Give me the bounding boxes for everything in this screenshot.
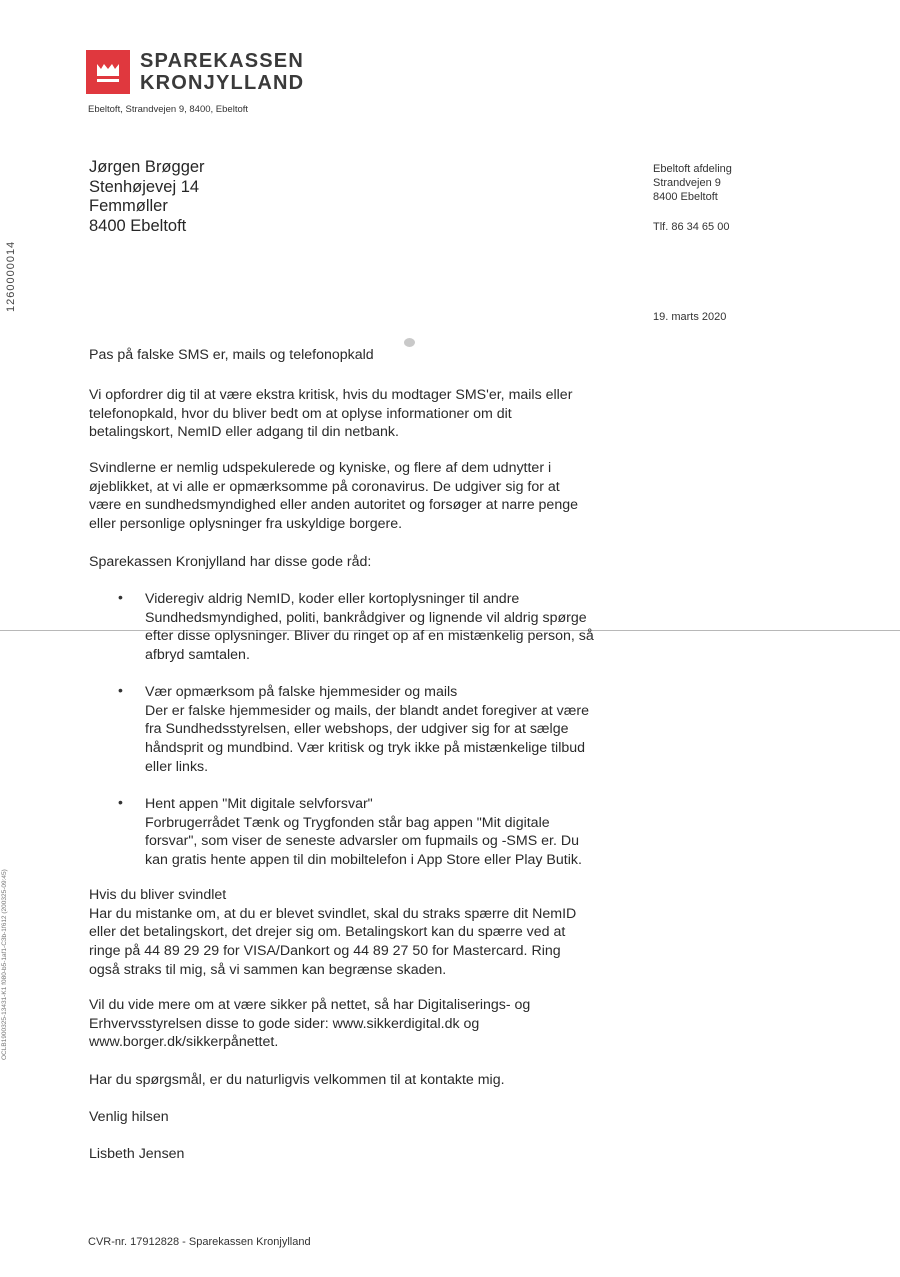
letter-subject: Pas på falske SMS er, mails og telefonopkald <box>89 347 374 363</box>
recipient-name: Jørgen Brøgger <box>89 158 205 176</box>
text-line: ringe på 44 89 29 29 for VISA/Dankort og 44 89 27 50 for Mastercard. Ring <box>89 943 561 960</box>
text-line: Sundhedsmyndighed, politi, bankrådgiver og lignende vil aldrig spørge <box>145 609 587 626</box>
branch-phone: Tlf. 86 34 65 00 <box>653 221 730 233</box>
text-line: Erhvervsstyrelsen disse to gode sider: www.sikkerdigital.dk og <box>89 1015 480 1032</box>
text-line: efter disse oplysninger. Bliver du ringet op af en mistænkelig person, så <box>145 628 594 645</box>
bullet-marker: • <box>118 794 123 810</box>
text-line: Har du mistanke om, at du er blevet svindlet, skal du straks spærre dit NemID <box>89 905 577 922</box>
text-line: Der er falske hjemmesider og mails, der blandt andet foregiver at være <box>145 702 589 719</box>
bullet-item-2 <box>145 683 640 777</box>
text-line: betalingskort, NemID eller adgang til din netbank. <box>89 424 399 441</box>
signature: Lisbeth Jensen <box>89 1146 185 1162</box>
text-line: Vær opmærksom på falske hjemmesider og mails <box>145 684 458 700</box>
text-line: forsvar", som viser de seneste advarsler om fupmails og -SMS er. Du <box>145 833 579 850</box>
paragraph-2 <box>89 459 649 534</box>
logo-line-2: KRONJYLLAND <box>140 72 305 94</box>
text-line: Forbrugerrådet Tænk og Trygfonden står bag appen "Mit digitale <box>145 814 550 831</box>
text-line: Vil du vide mere om at være sikker på nettet, så har Digitaliserings- og <box>89 997 531 1013</box>
text-line: være en sundhedsmyndighed eller anden autoritet og forsøger at narre penge <box>89 497 578 514</box>
text-line: Hvis du bliver svindlet <box>89 887 227 903</box>
bank-logo-icon <box>86 50 130 94</box>
branch-info <box>653 162 732 204</box>
text-line: eller links. <box>145 758 209 775</box>
text-line: kan gratis hente appen til din mobiltelefon i App Store eller Play Butik. <box>145 852 582 869</box>
side-number-text: 1260000014 <box>5 240 17 312</box>
paragraph-1 <box>89 386 649 442</box>
side-code-text: OCLB1900325-13431-K1 f080-b5-1af1-C3b-1f612 (200325-09:45) <box>1 869 8 1060</box>
footer-cvr: CVR-nr. 17912828 - Sparekassen Kronjylland <box>88 1236 311 1248</box>
logo-line-1: SPAREKASSEN <box>140 50 304 72</box>
text-line: eller personlige oplysninger fra uskyldige borgere. <box>89 516 403 533</box>
branch-name: Ebeltoft afdeling <box>653 163 732 175</box>
recipient-address <box>89 158 205 236</box>
advice-intro: Sparekassen Kronjylland har disse gode råd: <box>89 554 372 570</box>
letter-date: 19. marts 2020 <box>653 311 727 323</box>
text-line: Svindlerne er nemlig udspekulerede og kyniske, og flere af dem udnytter i <box>89 460 552 476</box>
sender-address: Ebeltoft, Strandvejen 9, 8400, Ebeltoft <box>88 104 249 115</box>
text-line: Vi opfordrer dig til at være ekstra kritisk, hvis du modtager SMS'er, mails eller <box>89 387 573 403</box>
recipient-street: Stenhøjevej 14 <box>89 177 200 196</box>
text-line: også straks til mig, så vi sammen kan begrænse skaden. <box>89 961 447 978</box>
text-line: www.borger.dk/sikkerpånettet. <box>89 1034 279 1051</box>
bullet-marker: • <box>118 682 123 698</box>
bank-logo-text <box>140 50 304 94</box>
bullet-item-1 <box>145 590 640 665</box>
bullet-marker: • <box>118 589 123 605</box>
text-line: eller det betalingskort, det drejer sig om. Betalingskort kan du spærre ved at <box>89 924 566 941</box>
bullet-item-3 <box>145 795 640 870</box>
paragraph-contact: Har du spørgsmål, er du naturligvis velkommen til at kontakte mig. <box>89 1072 505 1088</box>
closing: Venlig hilsen <box>89 1109 169 1125</box>
recipient-city: 8400 Ebeltoft <box>89 216 187 235</box>
text-line: fra Sundhedsstyrelsen, eller webshops, der udgiver sig for at sælge <box>145 721 569 738</box>
text-line: Videregiv aldrig NemID, koder eller kortoplysninger til andre <box>145 591 520 607</box>
paragraph-more-info <box>89 996 649 1052</box>
text-line: håndsprit og mundbind. Vær kritisk og tryk ikke på mistænkelige tilbud <box>145 740 586 757</box>
text-line: telefonopkald, hvor du bliver bedt om at oplyse informationer om dit <box>89 405 512 422</box>
text-line: øjeblikket, at vi alle er opmærksomme på coronavirus. De udgiver sig for at <box>89 478 560 495</box>
paragraph-fraud <box>89 886 649 980</box>
text-line: Hent appen "Mit digitale selvforsvar" <box>145 796 373 812</box>
recipient-area: Femmøller <box>89 197 168 215</box>
branch-city: 8400 Ebeltoft <box>653 191 718 203</box>
text-line: afbryd samtalen. <box>145 647 250 664</box>
branch-street: Strandvejen 9 <box>653 177 721 189</box>
